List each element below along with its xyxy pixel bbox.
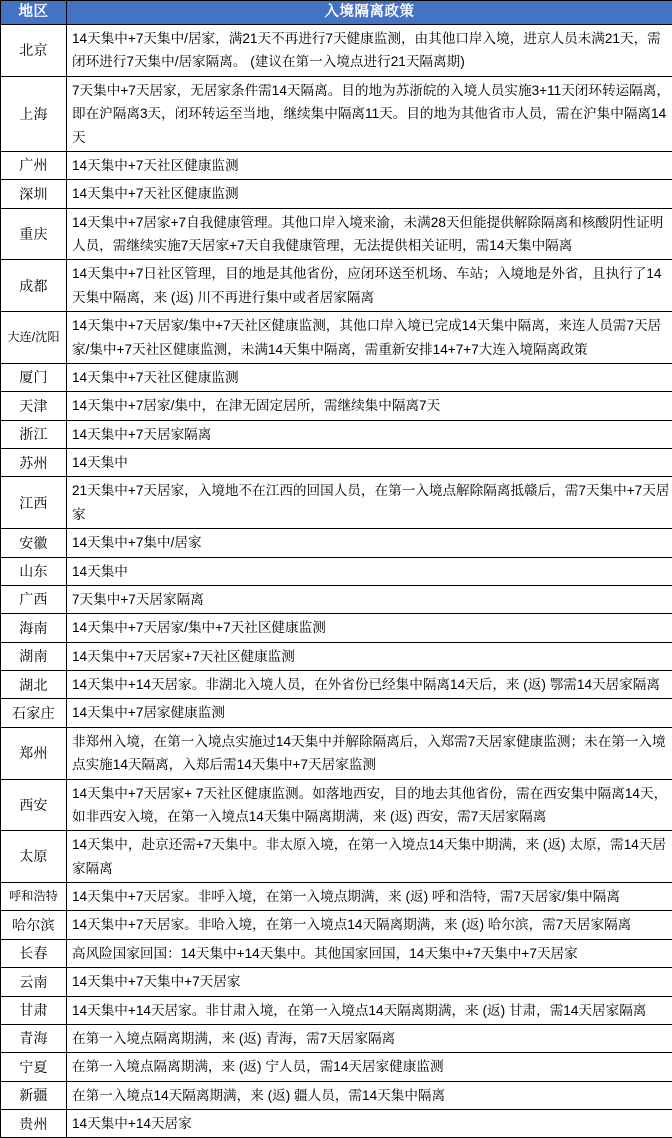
policy-cell: 在第一入境点14天隔离期满，来 (返) 疆人员，需14天集中隔离 bbox=[67, 1081, 672, 1109]
table-row bbox=[1, 260, 672, 312]
policy-cell: 7天集中+7天居家，无居家条件需14天隔离。目的地为苏浙皖的入境人员实施3+11天闭环转运隔离，即在沪隔离3天，闭环转运至当地，继续集中隔离11天。目的地为其他省市人员，需在沪集中隔离14天 bbox=[67, 76, 672, 151]
policy-cell: 14天集中+7天集中+7天居家 bbox=[67, 968, 672, 996]
policy-cell: 14天集中，赴京还需+7天集中。非太原入境，在第一入境点14天集中期满，来 (返) 太原，需14天居家隔离 bbox=[67, 831, 672, 883]
region-cell: 西安 bbox=[1, 779, 67, 831]
policy-cell: 14天集中+14天居家。非甘肃入境，在第一入境点14天隔离期满，来 (返) 甘肃，需14天居家隔离 bbox=[67, 996, 672, 1024]
table-row bbox=[1, 392, 672, 420]
policy-cell: 14天集中+7天居家。非哈入境，在第一入境点14天隔离期满，来 (返) 哈尔滨，需7天居家隔离 bbox=[67, 911, 672, 939]
region-cell: 安徽 bbox=[1, 529, 67, 557]
region-cell: 呼和浩特 bbox=[1, 883, 67, 911]
policy-cell: 14天集中+7天居家+ 7天社区健康监测。如落地西安，目的地去其他省份，需在西安集中隔离14天，如非西安入境，在第一入境点14天集中隔离期满，来 (返) 西安，需7天居家隔离 bbox=[67, 779, 672, 831]
table-row bbox=[1, 312, 672, 364]
region-cell: 厦门 bbox=[1, 363, 67, 391]
table-body bbox=[1, 25, 672, 1138]
policy-cell: 14天集中+14天居家 bbox=[67, 1110, 672, 1138]
table-row bbox=[1, 939, 672, 967]
policy-cell: 在第一入境点隔离期满，来 (返) 青海，需7天居家隔离 bbox=[67, 1024, 672, 1052]
policy-cell: 高风险国家回国：14天集中+14天集中。其他国家回国，14天集中+7天集中+7天居家 bbox=[67, 939, 672, 967]
policy-cell: 14天集中+7日社区管理，目的地是其他省份，应闭环送至机场、车站；入境地是外省，且执行了14天集中隔离，来 (返) 川不再进行集中或者居家隔离 bbox=[67, 260, 672, 312]
region-cell: 贵州 bbox=[1, 1110, 67, 1138]
table-row bbox=[1, 727, 672, 779]
region-cell: 长春 bbox=[1, 939, 67, 967]
policy-cell: 21天集中+7天居家，入境地不在江西的回国人员，在第一入境点解除隔离抵赣后，需7天集中+7天居家 bbox=[67, 477, 672, 529]
table-row bbox=[1, 699, 672, 727]
region-cell: 甘肃 bbox=[1, 996, 67, 1024]
policy-cell: 在第一入境点隔离期满，来 (返) 宁人员，需14天居家健康监测 bbox=[67, 1053, 672, 1081]
region-cell: 深圳 bbox=[1, 180, 67, 208]
region-cell: 天津 bbox=[1, 392, 67, 420]
table-row bbox=[1, 420, 672, 448]
policy-cell: 7天集中+7天居家隔离 bbox=[67, 585, 672, 613]
table-row bbox=[1, 996, 672, 1024]
policy-cell: 14天集中+7天社区健康监测 bbox=[67, 180, 672, 208]
region-cell: 湖南 bbox=[1, 642, 67, 670]
table-row bbox=[1, 180, 672, 208]
table-row bbox=[1, 831, 672, 883]
policy-cell: 14天集中+7居家+7自我健康管理。其他口岸入境来渝，未满28天但能提供解除隔离和核酸阴性证明人员，需继续实施7天居家+7天自我健康管理，无法提供相关证明，需14天集中隔离 bbox=[67, 208, 672, 260]
region-cell: 青海 bbox=[1, 1024, 67, 1052]
policy-cell: 非郑州入境，在第一入境点实施过14天集中并解除隔离后，入郑需7天居家健康监测；未在第一入境点实施14天隔离，入郑后需14天集中+7天居家监测 bbox=[67, 727, 672, 779]
region-cell: 海南 bbox=[1, 614, 67, 642]
region-cell: 江西 bbox=[1, 477, 67, 529]
table-row bbox=[1, 911, 672, 939]
policy-cell: 14天集中+7天居家/集中+7天社区健康监测，其他口岸入境已完成14天集中隔离，来连人员需7天居家/集中+7天社区健康监测，未满14天集中隔离，需重新安排14+7+7大连入境隔离政策 bbox=[67, 312, 672, 364]
table-row bbox=[1, 642, 672, 670]
table-row bbox=[1, 1081, 672, 1109]
table-row bbox=[1, 557, 672, 585]
region-cell: 太原 bbox=[1, 831, 67, 883]
table-row bbox=[1, 363, 672, 391]
table-row bbox=[1, 208, 672, 260]
table-row bbox=[1, 779, 672, 831]
region-cell: 山东 bbox=[1, 557, 67, 585]
region-cell: 云南 bbox=[1, 968, 67, 996]
policy-cell: 14天集中+7天居家隔离 bbox=[67, 420, 672, 448]
table-row bbox=[1, 883, 672, 911]
table-row bbox=[1, 1024, 672, 1052]
region-cell: 北京 bbox=[1, 25, 67, 77]
policy-cell: 14天集中+14天居家。非湖北入境人员，在外省份已经集中隔离14天后，来 (返) 鄂需14天居家隔离 bbox=[67, 671, 672, 699]
table-row bbox=[1, 76, 672, 151]
table-row bbox=[1, 614, 672, 642]
policy-cell: 14天集中+7集中/居家 bbox=[67, 529, 672, 557]
policy-cell: 14天集中+7天居家/集中+7天社区健康监测 bbox=[67, 614, 672, 642]
policy-cell: 14天集中+7天社区健康监测 bbox=[67, 151, 672, 179]
table-row bbox=[1, 529, 672, 557]
table-row bbox=[1, 1053, 672, 1081]
region-cell: 苏州 bbox=[1, 449, 67, 477]
policy-cell: 14天集中+7天社区健康监测 bbox=[67, 363, 672, 391]
table-row bbox=[1, 25, 672, 77]
region-cell: 广州 bbox=[1, 151, 67, 179]
region-cell: 浙江 bbox=[1, 420, 67, 448]
region-cell: 哈尔滨 bbox=[1, 911, 67, 939]
policy-cell: 14天集中+7居家/集中，在津无固定居所，需继续集中隔离7天 bbox=[67, 392, 672, 420]
region-cell: 大连/沈阳 bbox=[1, 312, 67, 364]
table-header-row bbox=[1, 1, 672, 25]
region-cell: 新疆 bbox=[1, 1081, 67, 1109]
table-row bbox=[1, 968, 672, 996]
region-cell: 湖北 bbox=[1, 671, 67, 699]
column-header-policy: 入境隔离政策 bbox=[67, 1, 672, 25]
table-row bbox=[1, 477, 672, 529]
policy-cell: 14天集中+7天居家+7天社区健康监测 bbox=[67, 642, 672, 670]
table-header bbox=[1, 1, 672, 25]
policy-cell: 14天集中 bbox=[67, 449, 672, 477]
table-row bbox=[1, 449, 672, 477]
region-cell: 重庆 bbox=[1, 208, 67, 260]
table-row bbox=[1, 151, 672, 179]
policy-cell: 14天集中 bbox=[67, 557, 672, 585]
table-row bbox=[1, 671, 672, 699]
region-cell: 石家庄 bbox=[1, 699, 67, 727]
region-cell: 上海 bbox=[1, 76, 67, 151]
policy-cell: 14天集中+7天集中/居家，满21天不再进行7天健康监测，由其他口岸入境，进京人员未满21天，需闭环进行7天集中/居家隔离。 (建议在第一入境点进行21天隔离期) bbox=[67, 25, 672, 77]
policy-cell: 14天集中+7天居家。非呼入境，在第一入境点期满，来 (返) 呼和浩特，需7天居家/集中隔离 bbox=[67, 883, 672, 911]
table-row bbox=[1, 585, 672, 613]
table-row bbox=[1, 1110, 672, 1138]
region-cell: 成都 bbox=[1, 260, 67, 312]
region-cell: 宁夏 bbox=[1, 1053, 67, 1081]
column-header-region: 地区 bbox=[1, 1, 67, 25]
policy-cell: 14天集中+7居家健康监测 bbox=[67, 699, 672, 727]
region-cell: 广西 bbox=[1, 585, 67, 613]
region-cell: 郑州 bbox=[1, 727, 67, 779]
